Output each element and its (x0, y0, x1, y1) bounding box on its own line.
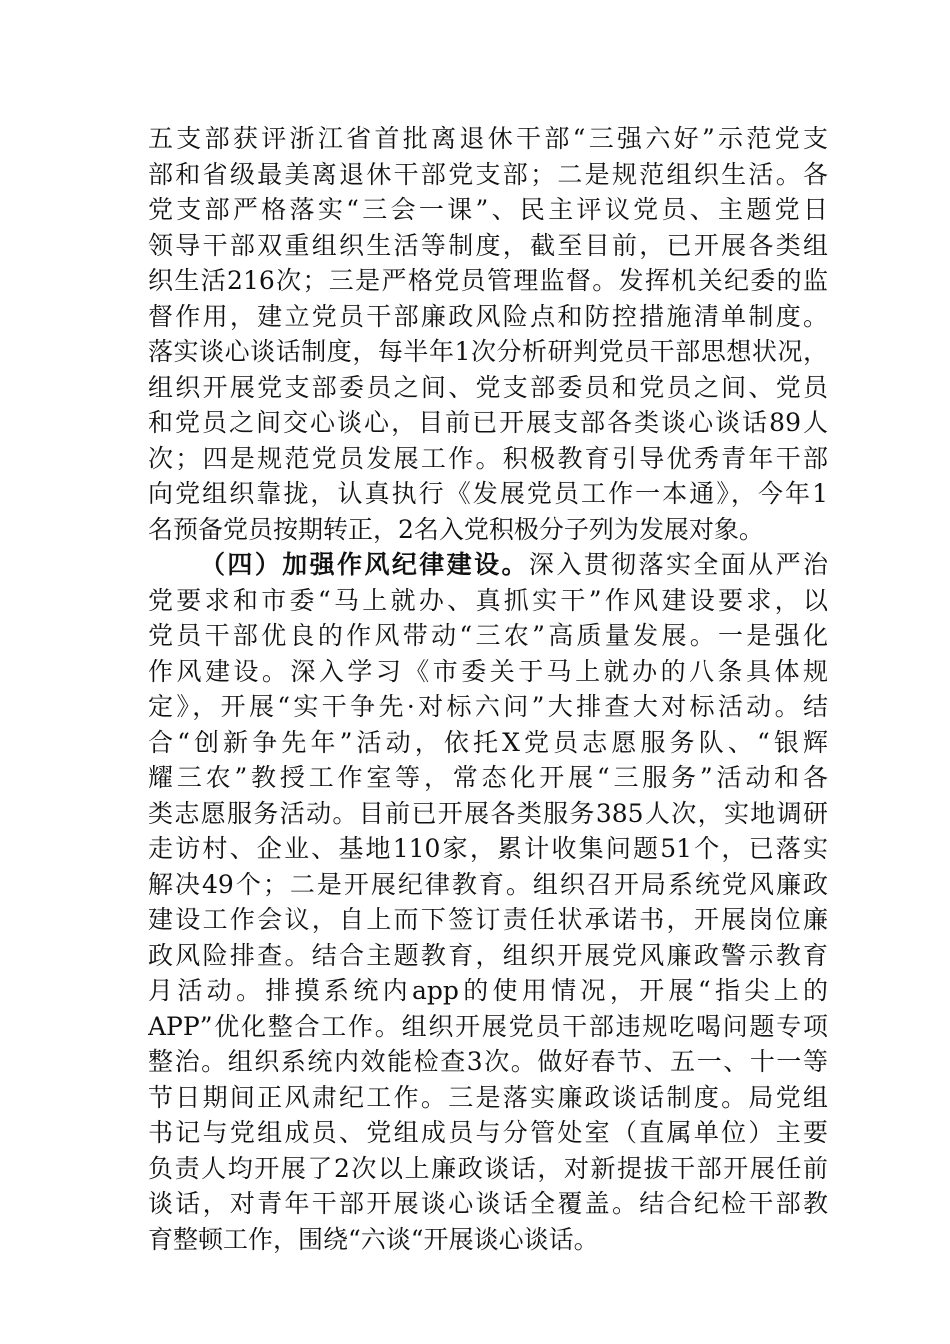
text-line: 负责人均开展了2次以上廉政谈话，对新提拔干部开展任前 (148, 1153, 828, 1183)
text-line: 名预备党员按期转正，2名入党积极分子列为发展对象。 (148, 514, 764, 544)
section-heading-rest: 深入贯彻落实全面从严治 (528, 550, 828, 579)
text-line: 耀三农”教授工作室等，常态化开展“三服务”活动和各 (148, 763, 828, 792)
text-line: 政风险排查。结合主题教育，组织开展党风廉政警示教育 (148, 940, 828, 970)
text-line: 类志愿服务活动。目前已开展各类服务385人次，实地调研 (148, 798, 828, 828)
text-line: 党员干部优良的作风带动“三农”高质量发展。一是强化 (148, 621, 828, 650)
text-line: APP”优化整合工作。组织开展党员干部违规吃喝问题专项 (148, 1011, 828, 1041)
text-line: 党支部严格落实“三会一课”、民主评议党员、主题党日 (148, 195, 828, 224)
document-body (148, 121, 828, 1257)
text-line: 次；四是规范党员发展工作。积极教育引导优秀青年干部 (148, 443, 828, 473)
text-line: 书记与党组成员、党组成员与分管处室（直属单位）主要 (148, 1118, 828, 1147)
text-line: 整治。组织系统内效能检查3次。做好春节、五一、十一等 (148, 1047, 828, 1076)
text-line: 五支部获评浙江省首批离退休干部“三强六好”示范党支 (148, 124, 828, 153)
text-line: 督作用，建立党员干部廉政风险点和防控措施清单制度。 (148, 301, 828, 331)
text-line: 领导干部双重组织生活等制度，截至目前，已开展各类组 (148, 230, 828, 260)
text-line: 作风建设。深入学习《市委关于马上就办的八条具体规 (148, 656, 828, 686)
text-line: 合“创新争先年”活动，依托X党员志愿服务队、“银辉 (148, 727, 828, 757)
text-line: 落实谈心谈话制度，每半年1次分析研判党员干部思想状况， (148, 337, 828, 366)
text-line: 谈话，对青年干部开展谈心谈话全覆盖。结合纪检干部教 (148, 1189, 828, 1218)
text-line: 月活动。排摸系统内app的使用情况，开展“指尖上的 (148, 976, 828, 1005)
text-line: 定》，开展“实干争先·对标六问”大排查大对标活动。结 (148, 692, 828, 721)
text-line: 党要求和市委“马上就办、真抓实干”作风建设要求，以 (148, 585, 828, 615)
text-line: 和党员之间交心谈心，目前已开展支部各类谈心谈话89人 (148, 408, 828, 437)
section-heading-line (148, 547, 828, 583)
text-line: 建设工作会议，自上而下签订责任状承诺书，开展岗位廉 (148, 905, 828, 934)
text-line: 解决49个；二是开展纪律教育。组织召开局系统党风廉政 (148, 869, 828, 899)
text-line: 向党组织靠拢，认真执行《发展党员工作一本通》，今年1 (148, 479, 828, 508)
text-line: 织生活216次；三是严格党员管理监督。发挥机关纪委的监 (148, 266, 828, 295)
text-line: 部和省级最美离退休干部党支部；二是规范组织生活。各 (148, 159, 828, 189)
section-heading: （四）加强作风纪律建设。 (200, 550, 529, 579)
text-line: 育整顿工作，围绕“六谈“开展谈心谈话。 (148, 1224, 599, 1254)
text-line: 节日期间正风肃纪工作。三是落实廉政谈话制度。局党组 (148, 1082, 828, 1112)
text-line: 走访村、企业、基地110家，累计收集问题51个，已落实 (148, 834, 828, 863)
text-line: 组织开展党支部委员之间、党支部委员和党员之间、党员 (148, 372, 828, 402)
